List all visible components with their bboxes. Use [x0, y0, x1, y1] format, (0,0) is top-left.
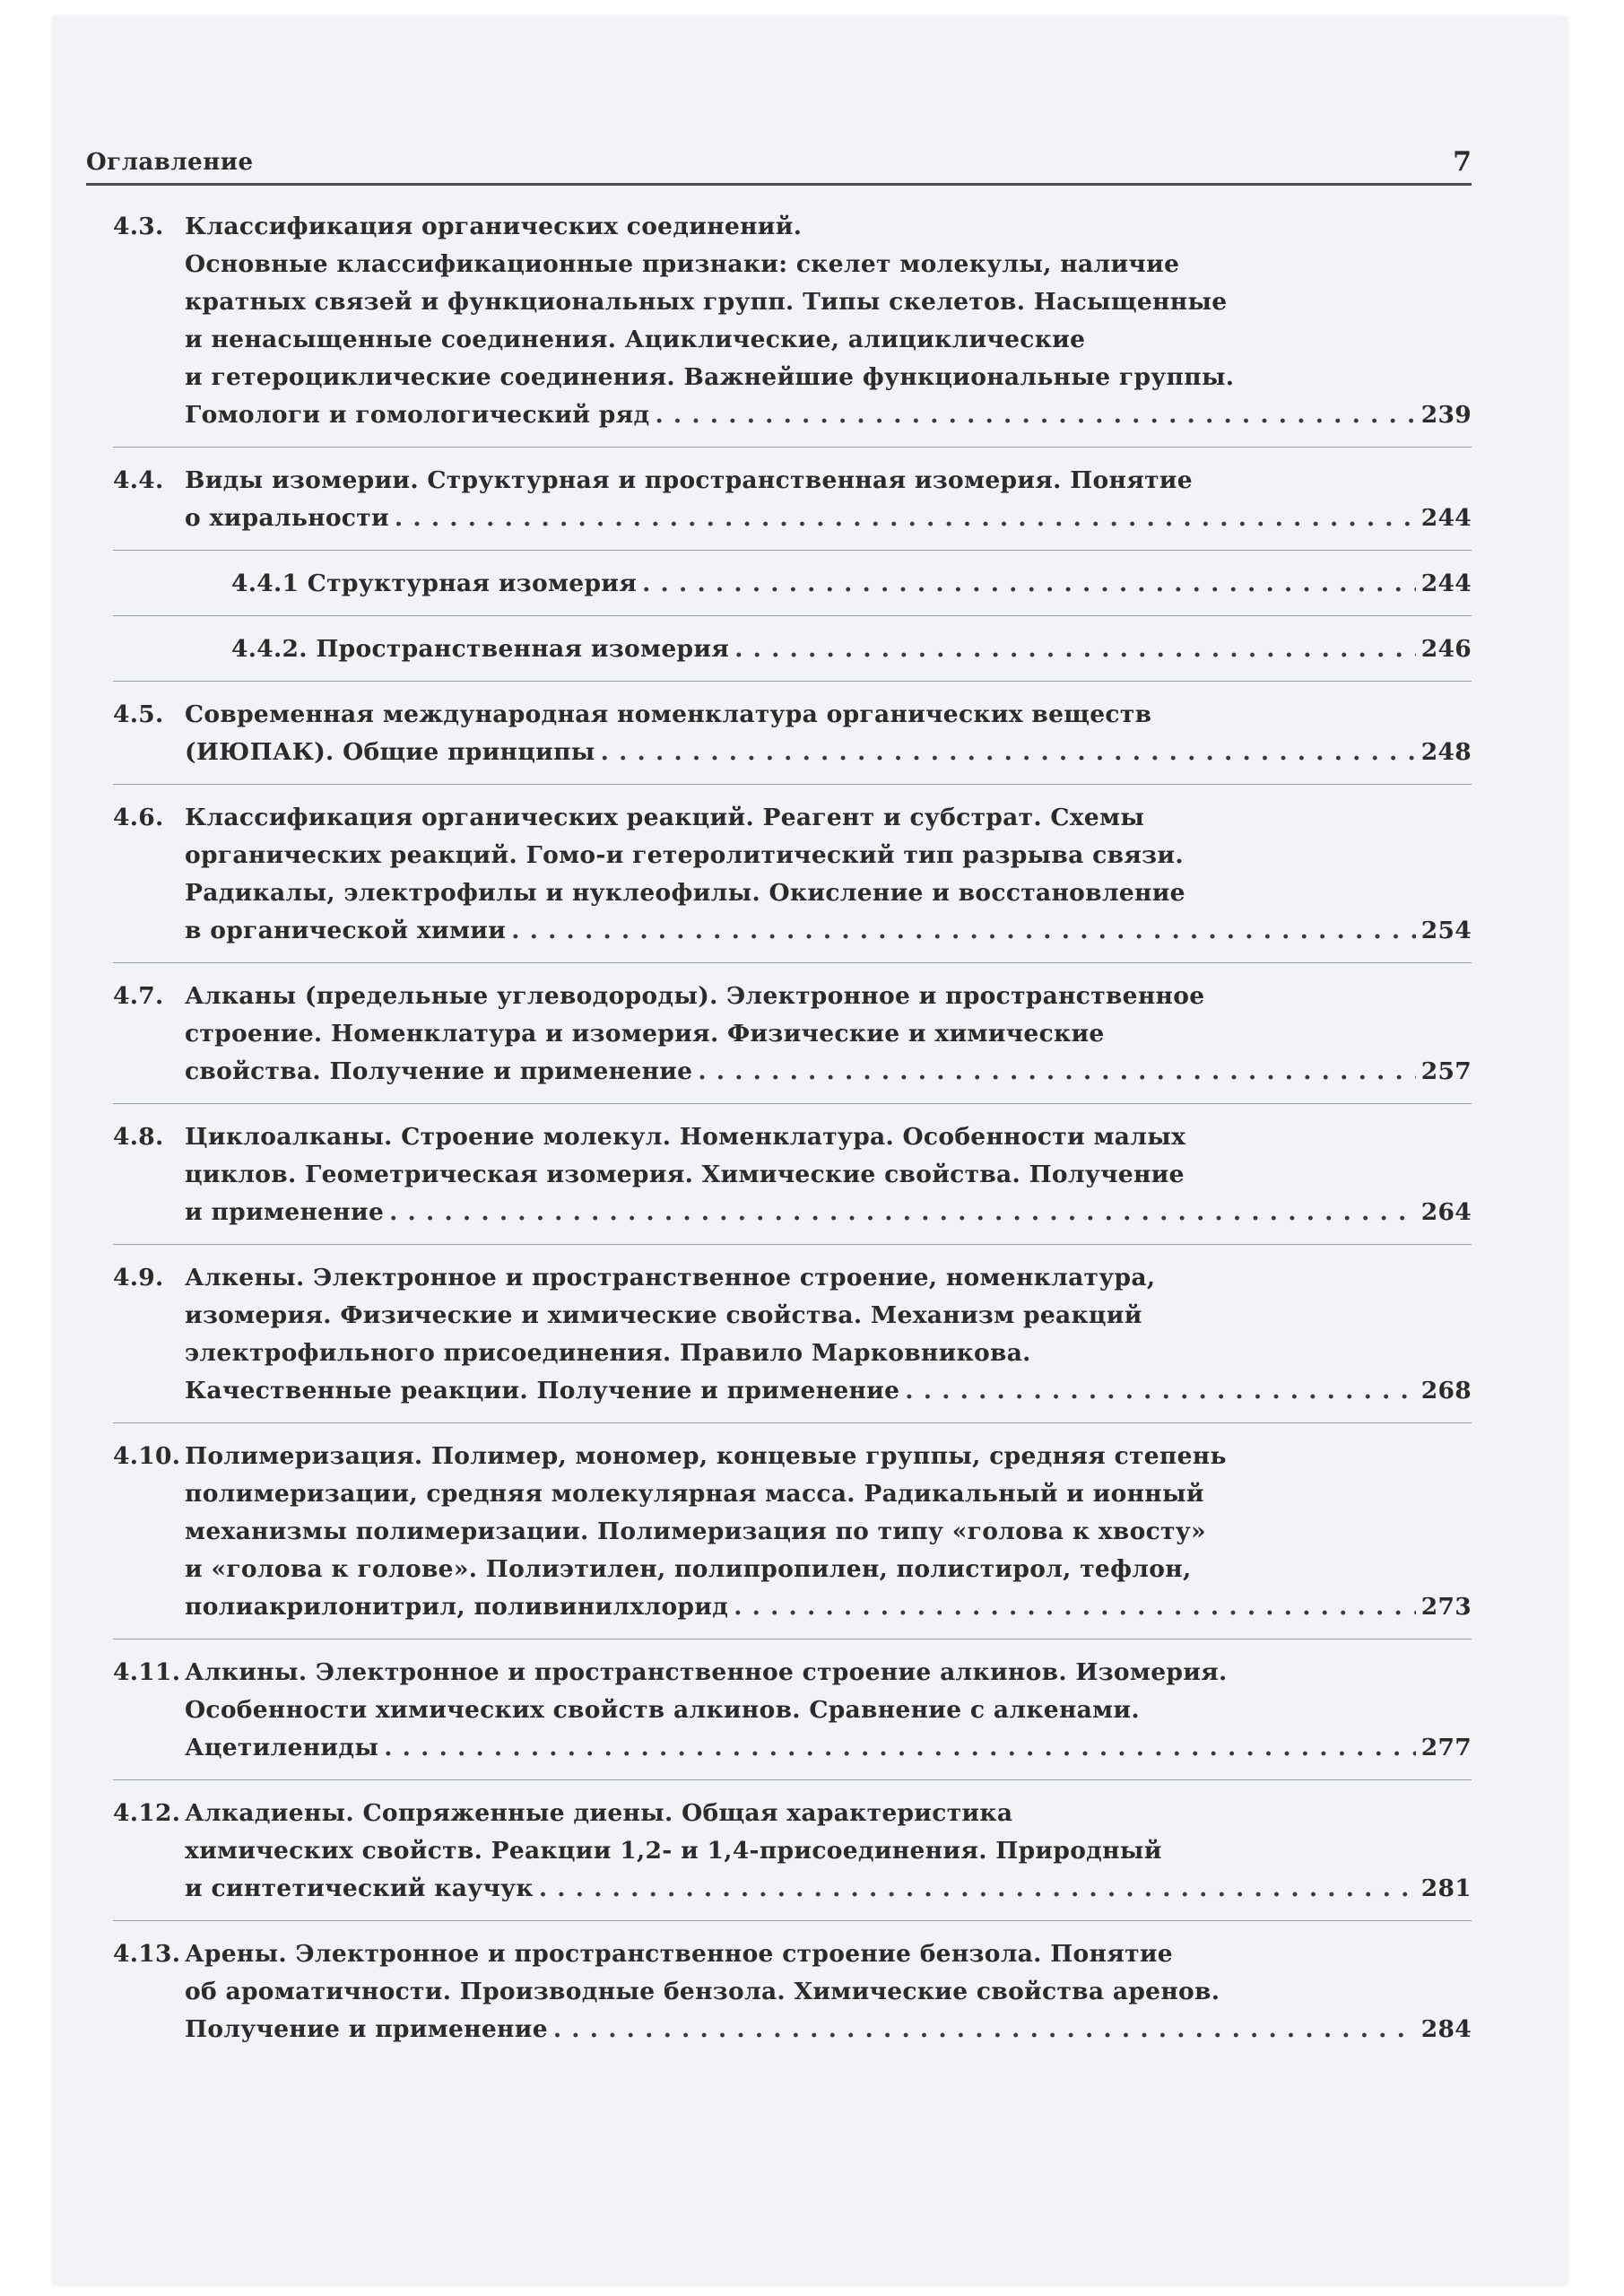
toc-entry[interactable] — [113, 1654, 1472, 1767]
toc-entry-line: Полимеризация. Полимер, мономер, концевые группы, средняя степень — [185, 1442, 1227, 1470]
toc-entry[interactable] — [113, 1259, 1472, 1410]
toc-entry-line: кратных связей и функциональных групп. Типы скелетов. Насыщенные — [185, 288, 1228, 316]
entry-divider — [113, 1779, 1472, 1780]
toc-entry-number: 4.4. — [113, 466, 164, 494]
dot-leader — [389, 1194, 1416, 1231]
toc-entry-line: химических свойств. Реакции 1,2- и 1,4-присоединения. Природный — [185, 1837, 1162, 1865]
toc-page-number: 281 — [1420, 1874, 1472, 1902]
entry-divider — [113, 962, 1472, 963]
toc-entry-number: 4.12. — [113, 1799, 181, 1827]
book-page — [52, 16, 1568, 2285]
toc-entry-number: 4.13. — [113, 1940, 181, 1968]
toc-entry-line: Классификация органических соединений. — [185, 213, 803, 240]
toc-page-number: 244 — [1420, 504, 1472, 532]
toc-entry[interactable] — [113, 978, 1472, 1091]
table-of-contents — [113, 208, 1472, 2048]
toc-entry-line: Получение и применение — [185, 2015, 548, 2043]
toc-entry-line: о хиральности — [185, 504, 389, 532]
dot-leader — [698, 1053, 1415, 1091]
toc-entry-line: Классификация органических реакций. Реагент и субстрат. Схемы — [185, 804, 1145, 831]
toc-entry-line: Качественные реакции. Получение и применение — [185, 1377, 900, 1405]
dot-leader — [511, 912, 1416, 950]
toc-entry[interactable] — [113, 799, 1472, 950]
toc-entry-line: строение. Номенклатура и изомерия. Физические и химические — [185, 1020, 1105, 1048]
toc-subentry[interactable] — [113, 565, 1472, 603]
toc-entry[interactable] — [113, 1118, 1472, 1231]
toc-entry-line: Виды изомерии. Структурная и пространственная изомерия. Понятие — [185, 466, 1193, 494]
toc-entry-line: Радикалы, электрофилы и нуклеофилы. Окисление и восстановление — [185, 879, 1185, 907]
toc-page-number: 239 — [1420, 401, 1472, 429]
toc-page-number: 268 — [1420, 1377, 1472, 1405]
toc-entry-number: 4.11. — [113, 1658, 181, 1686]
toc-entry-line: Гомологи и гомологический ряд — [185, 401, 650, 429]
toc-entry-number: 4.7. — [113, 982, 164, 1010]
toc-page-number: 254 — [1420, 917, 1472, 944]
dot-leader — [905, 1372, 1415, 1410]
toc-entry-line: и применение — [185, 1198, 385, 1226]
entry-divider — [113, 1920, 1472, 1921]
toc-entry-line: Особенности химических свойств алкинов. Сравнение с алкенами. — [185, 1696, 1140, 1724]
toc-entry-line: и гетероциклические соединения. Важнейшие функциональные группы. — [185, 363, 1235, 391]
toc-entry-line: Современная международная номенклатура органических веществ — [185, 700, 1152, 728]
toc-entry-line: полиакрилонитрил, поливинилхлорид — [185, 1593, 729, 1621]
toc-entry-line: Циклоалканы. Строение молекул. Номенклатура. Особенности малых — [185, 1123, 1186, 1151]
entry-divider — [113, 784, 1472, 785]
toc-entry-line: Алкадиены. Сопряженные диены. Общая характеристика — [185, 1799, 1013, 1827]
toc-entry-line: 4.4.2. Пространственная изомерия — [231, 635, 730, 663]
toc-entry-line: и «голова к голове». Полиэтилен, полипропилен, полистирол, тефлон, — [185, 1555, 1192, 1583]
page-header — [86, 138, 1472, 186]
toc-entry-line: и ненасыщенные соединения. Ациклические, алициклические — [185, 326, 1086, 353]
toc-entry-number: 4.6. — [113, 804, 164, 831]
toc-page-number: 277 — [1420, 1734, 1472, 1761]
toc-entry[interactable] — [113, 462, 1472, 537]
toc-entry-number: 4.9. — [113, 1264, 164, 1292]
toc-entry-line: Алканы (предельные углеводороды). Электронное и пространственное — [185, 982, 1205, 1010]
toc-entry-number: 4.3. — [113, 213, 164, 240]
dot-leader — [395, 500, 1416, 537]
toc-entry[interactable] — [113, 696, 1472, 771]
toc-entry-line: электрофильного присоединения. Правило Марковникова. — [185, 1339, 1031, 1367]
entry-divider — [113, 615, 1472, 616]
toc-entry-line: об ароматичности. Производные бензола. Химические свойства аренов. — [185, 1978, 1220, 2005]
toc-entry-line: Алкины. Электронное и пространственное строение алкинов. Изомерия. — [185, 1658, 1228, 1686]
dot-leader — [384, 1729, 1416, 1767]
toc-page-number: 257 — [1420, 1057, 1472, 1085]
toc-entry-line: органических реакций. Гомо-и гетеролитический тип разрыва связи. — [185, 841, 1184, 869]
toc-page-number: 246 — [1420, 635, 1472, 663]
dot-leader — [601, 734, 1416, 771]
dot-leader — [642, 565, 1416, 603]
dot-leader — [539, 1870, 1416, 1908]
toc-entry[interactable] — [113, 208, 1472, 434]
toc-entry-line: Основные классификационные признаки: скелет молекулы, наличие — [185, 250, 1180, 278]
toc-entry-line: Алкены. Электронное и пространственное строение, номенклатура, — [185, 1264, 1156, 1292]
toc-entry-number: 4.10. — [113, 1442, 181, 1470]
entry-divider — [113, 1103, 1472, 1104]
running-title: Оглавление — [86, 149, 254, 176]
toc-entry-line: и синтетический каучук — [185, 1874, 534, 1902]
toc-entry[interactable] — [113, 1795, 1472, 1908]
dot-leader — [734, 631, 1416, 668]
toc-subentry[interactable] — [113, 631, 1472, 668]
toc-entry-line: Ацетилениды — [185, 1734, 379, 1761]
toc-entry-line: полимеризации, средняя молекулярная масса. Радикальный и ионный — [185, 1480, 1204, 1508]
toc-page-number: 244 — [1420, 570, 1472, 597]
toc-page-number: 273 — [1420, 1593, 1472, 1621]
toc-page-number: 264 — [1420, 1198, 1472, 1226]
toc-entry-line: механизмы полимеризации. Полимеризация по типу «голова к хвосту» — [185, 1518, 1206, 1545]
toc-entry-line: (ИЮПАК). Общие принципы — [185, 738, 595, 766]
entry-divider — [113, 550, 1472, 551]
toc-entry-line: циклов. Геометрическая изомерия. Химические свойства. Получение — [185, 1161, 1185, 1188]
toc-entry-line: Арены. Электронное и пространственное строение бензола. Понятие — [185, 1940, 1173, 1968]
dot-leader — [655, 396, 1415, 434]
toc-page-number: 284 — [1420, 2015, 1472, 2043]
entry-divider — [113, 1422, 1472, 1423]
toc-entry-line: в органической химии — [185, 917, 507, 944]
toc-entry-number: 4.5. — [113, 700, 164, 728]
entry-divider — [113, 1244, 1472, 1245]
toc-page-number: 248 — [1420, 738, 1472, 766]
dot-leader — [553, 2011, 1416, 2048]
toc-entry-number: 4.8. — [113, 1123, 164, 1151]
entry-divider — [113, 681, 1472, 682]
toc-entry-line: 4.4.1 Структурная изомерия — [231, 570, 638, 597]
toc-entry[interactable] — [113, 1935, 1472, 2048]
page-number: 7 — [1453, 146, 1472, 178]
toc-entry[interactable] — [113, 1438, 1472, 1626]
toc-entry-line: свойства. Получение и применение — [185, 1057, 693, 1085]
toc-entry-line: изомерия. Физические и химические свойства. Механизм реакций — [185, 1301, 1142, 1329]
dot-leader — [734, 1588, 1416, 1626]
entry-divider — [113, 447, 1472, 448]
